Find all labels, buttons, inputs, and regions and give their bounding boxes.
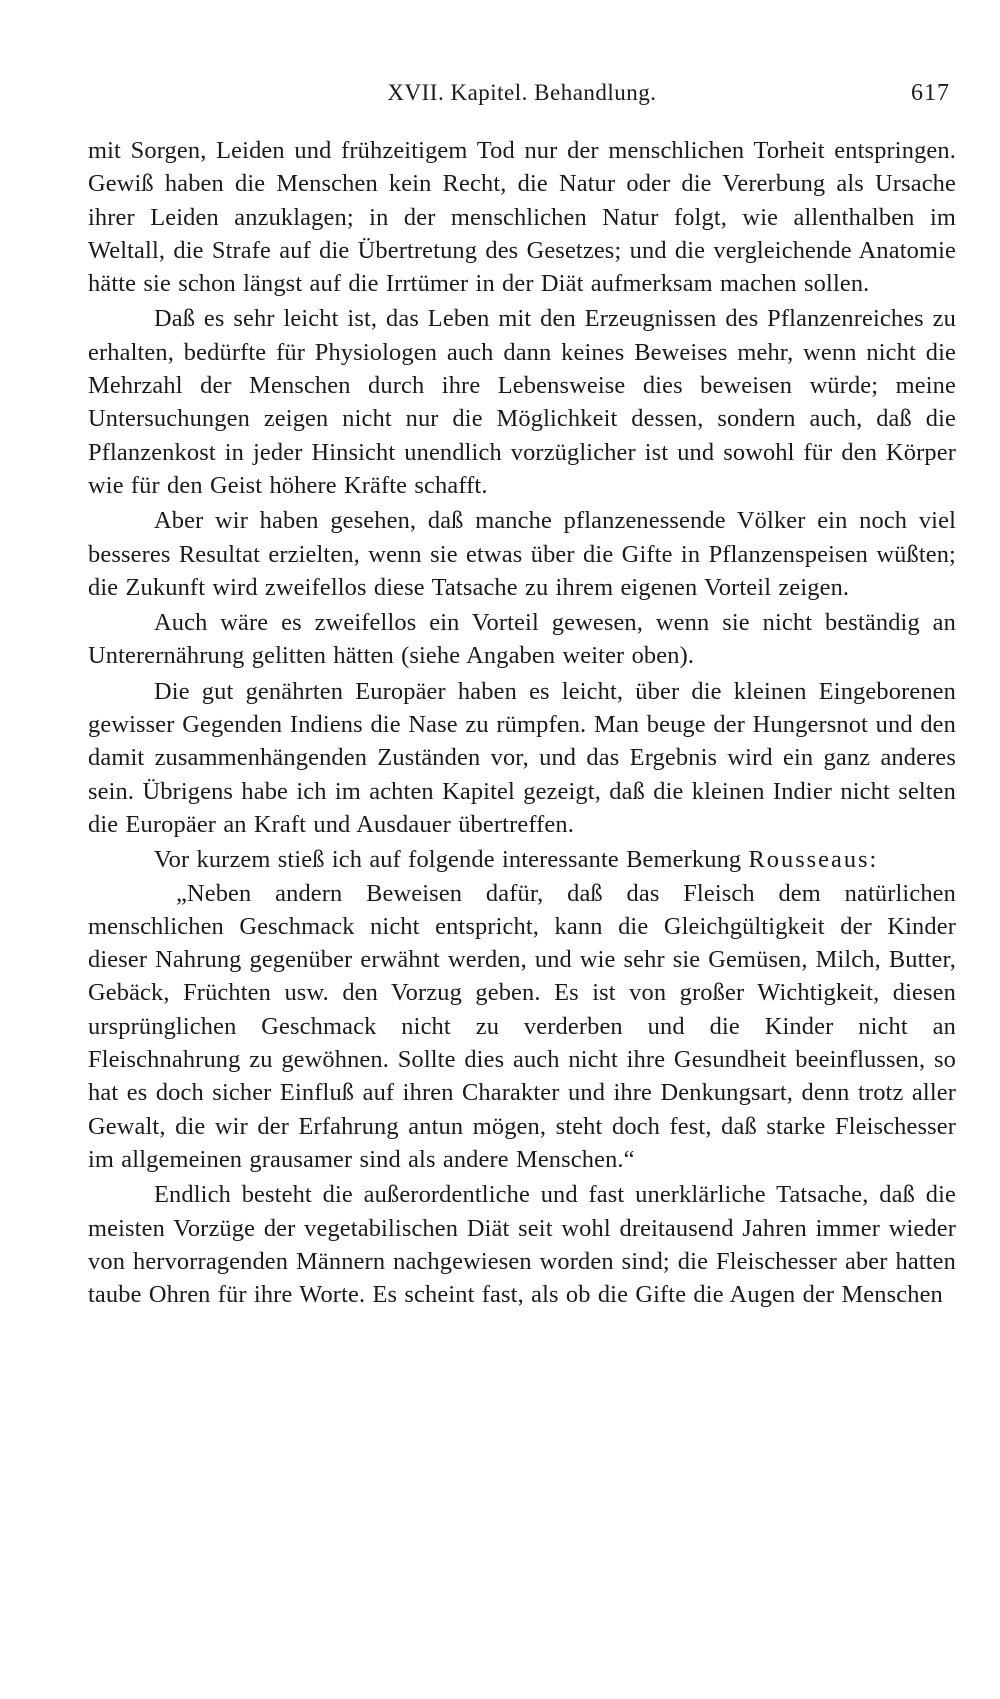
body-text (88, 134, 956, 1311)
paragraph-europeans: Die gut genährten Europäer haben es leicht, über die kleinen Eingeborenen gewisser Gegenden Indiens die Nase zu rümpfen. Man beuge der Hungersnot und den damit zusammenhängenden Zuständen vor, und das Ergebnis wird ein ganz anderes sein. Übrigens habe ich im achten Kapitel gezeigt, daß die kleinen Indier nicht selten die Europäer an Kraft und Ausdauer übertreffen. (88, 677, 956, 838)
paragraph-plant-nutrition: Daß es sehr leicht ist, das Leben mit den Erzeugnissen des Pflanzenreiches zu erhalten, bedürfte für Physiologen auch dann keines Beweises mehr, wenn nicht die Mehrzahl der Menschen durch ihre Lebensweise dies beweisen würde; meine Untersuchungen zeigen nicht nur die Möglichkeit dessen, sondern auch, daß die Pflanzenkost in jeder Hinsicht unendlich vorzüglicher ist und sowohl für den Körper wie für den Geist höhere Kräfte schafft. (88, 305, 956, 499)
rousseau-quote: „Neben andern Beweisen dafür, daß das Fleisch dem natürlichen menschlichen Geschmack nicht entspricht, kann die Gleichgültigkeit der Kinder dieser Nahrung gegenüber erwähnt werden, und wie sehr sie Gemüsen, Milch, Butter, Gebäck, Früchten usw. den Vorzug geben. Es ist von großer Wichtigkeit, diesen ursprünglichen Geschmack nicht zu verderben und die Kinder nicht an Fleischnahrung zu gewöhnen. Sollte dies auch nicht ihre Gesundheit beeinflussen, so hat es doch sicher Einfluß auf ihren Charakter und ihre Denkungsart, denn trotz aller Gewalt, die wir der Erfahrung antun mögen, steht doch fest, daß starke Fleischesser im allgemeinen grausamer sind als andere Menschen.“ (88, 879, 956, 1173)
paragraph-undernourishment: Auch wäre es zweifellos ein Vorteil gewesen, wenn sie nicht beständig an Unterernährung gelitten hätten (siehe Angaben weiter oben). (88, 609, 956, 670)
book-page (88, 70, 956, 1311)
paragraph-rousseau-intro (88, 843, 956, 876)
paragraph-plant-peoples: Aber wir haben gesehen, daß manche pflanzenessende Völker ein noch viel besseres Resultat erzielten, wenn sie etwas über die Gifte in Pflanzenspeisen wüßten; die Zukunft wird zweifellos diese Tatsache zu ihrem eigenen Vorteil zeigen. (88, 507, 956, 601)
rousseau-intro-text: Vor kurzem stieß ich auf folgende interessante Bemerkung (154, 846, 742, 874)
page-number: 617 (911, 80, 950, 106)
running-head (88, 70, 956, 114)
paragraph-continuation: mit Sorgen, Leiden und frühzeitigem Tod nur der menschlichen Torheit entspringen. Gewiß haben die Menschen kein Recht, die Natur oder die Vererbung als Ursache ihrer Leiden anzuklagen; in der menschlichen Natur folgt, wie allenthalben im Weltall, die Strafe auf die Übertretung des Gesetzes; und die vergleichende Anatomie hätte sie schon längst auf die Irrtümer in der Diät aufmerksam machen sollen. (88, 137, 956, 298)
paragraph-final: Endlich besteht die außerordentliche und fast unerklärliche Tatsache, daß die meisten Vorzüge der vegetabilischen Diät seit wohl dreitausend Jahren immer wieder von hervorragenden Männern nachgewiesen worden sind; die Fleischesser aber hatten taube Ohren für ihre Worte. Es scheint fast, als ob die Gifte die Augen der Menschen (88, 1181, 956, 1309)
chapter-heading: XVII. Kapitel. Behandlung. (387, 80, 657, 105)
rousseau-name: Rousseaus: (748, 846, 879, 874)
